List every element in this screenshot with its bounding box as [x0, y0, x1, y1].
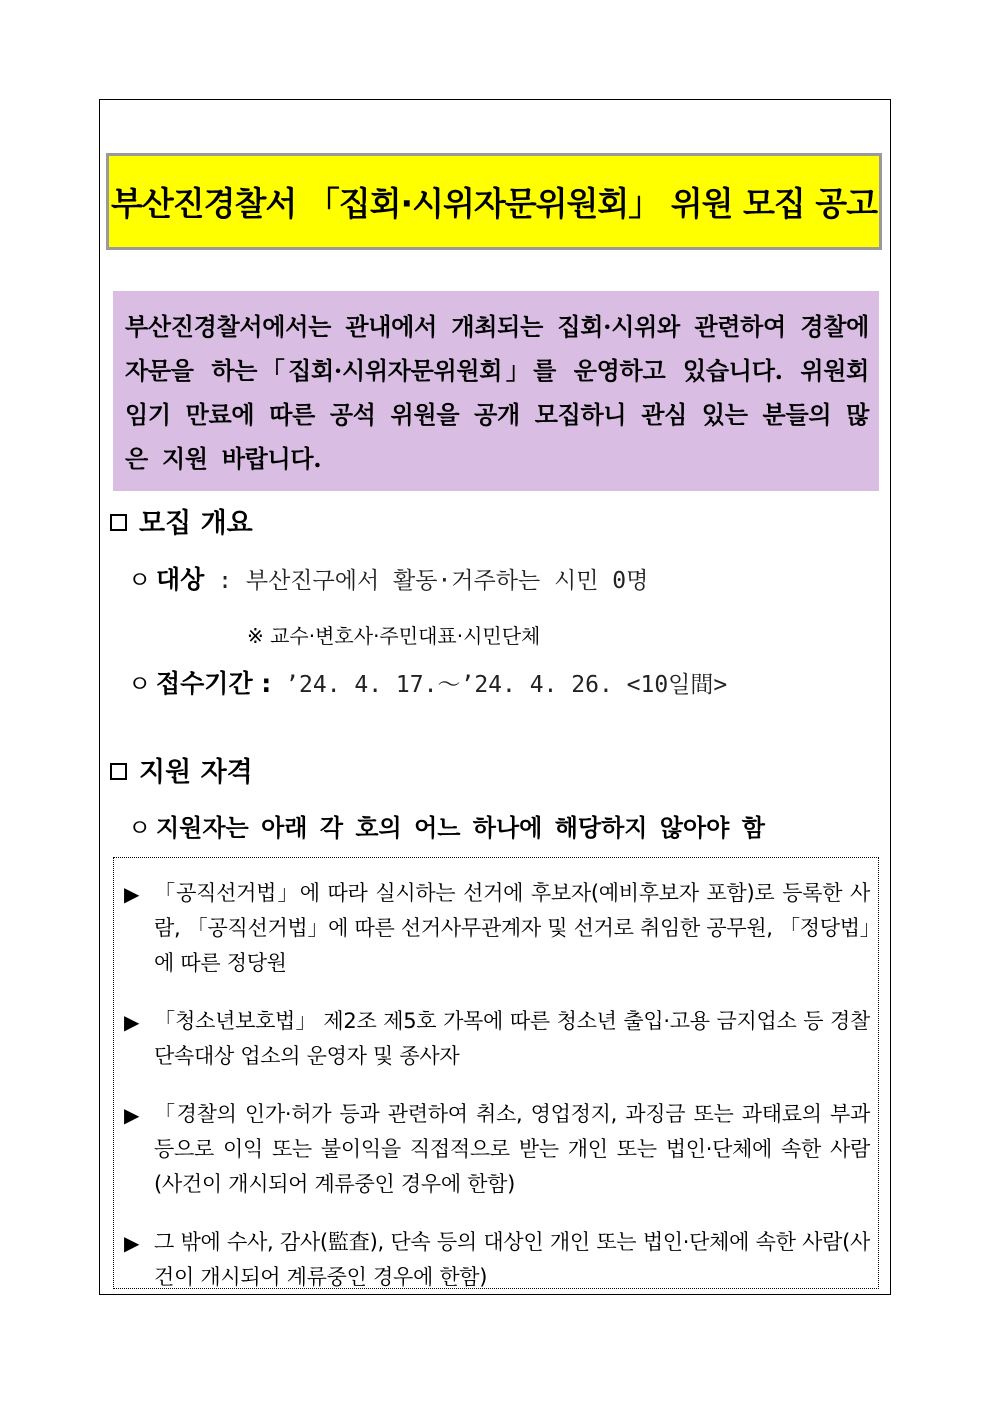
intro-box [113, 291, 879, 491]
section-heading-label: 모집 개요 [139, 508, 253, 539]
triangle-bullet-icon: ▶ [124, 1231, 140, 1255]
circle-bullet-icon: ㅇ [128, 814, 152, 842]
checkbox-square-icon [110, 514, 127, 531]
section-heading-overview [110, 501, 253, 540]
criteria-text: 「공직선거법」에 따라 실시하는 선거에 후보자(예비후보자 포함)로 등록한 사람, 「공직선거법」에 따른 선거사무관계자 및 선거로 취임한 공무원, 「정당법」에 따른 정당원 [154, 881, 870, 975]
target-item [128, 560, 648, 596]
section-heading-label: 지원 자격 [139, 757, 253, 788]
criteria-text: 「청소년보호법」 제2조 제5호 가목에 따른 청소년 출입·고용 금지업소 등 경찰 단속대상 업소의 운영자 및 종사자 [154, 1009, 870, 1068]
triangle-bullet-icon: ▶ [124, 1103, 140, 1127]
criteria-item [124, 1004, 870, 1074]
triangle-bullet-icon: ▶ [124, 1010, 140, 1034]
target-value: : 부산진구에서 활동·거주하는 시민 0명 [204, 568, 649, 594]
criteria-text: 그 밖에 수사, 감사(監査), 단속 등의 대상인 개인 또는 법인·단체에 속한 사람(사건이 개시되어 계류중인 경우에 한함) [154, 1230, 870, 1289]
target-label: 대상 [156, 565, 205, 594]
criteria-item [124, 1225, 870, 1295]
period-label: 접수기간 : [156, 669, 272, 698]
title-banner [106, 153, 882, 250]
criteria-item [124, 876, 870, 981]
period-value: ’24. 4. 17.～’24. 4. 26. <10일間> [271, 672, 728, 698]
circle-bullet-icon: ㅇ [128, 670, 152, 698]
criteria-text: 「경찰의 인가·허가 등과 관련하여 취소, 영업정지, 과징금 또는 과태료의 부과 등으로 이익 또는 불이익을 직접적으로 받는 개인 또는 법인·단체에 속한 사람(사건이 개시되어 계류중인 경우에 한함) [154, 1102, 870, 1196]
period-item [128, 664, 727, 700]
intro-text: 부산진경찰서에서는 관내에서 개최되는 집회·시위와 관련하여 경찰에 자문을 하는「집회·시위자문위원회」를 운영하고 있습니다. 위원회 임기 만료에 따른 공석 위원을 공개 모집하니 관심 있는 분들의 많은 지원 바랍니다. [125, 312, 869, 473]
condition-text: 지원자는 아래 각 호의 어느 하나에 해당하지 않아야 함 [156, 813, 765, 842]
section-heading-qualification [110, 750, 253, 789]
triangle-bullet-icon: ▶ [124, 882, 140, 906]
target-note: ※ 교수·변호사·주민대표·시민단체 [247, 624, 541, 648]
criteria-box [113, 857, 879, 1289]
circle-bullet-icon: ㅇ [128, 566, 152, 594]
page-title: 부산진경찰서 「집회·시위자문위원회」 위원 모집 공고 [111, 184, 877, 223]
checkbox-square-icon [110, 763, 127, 780]
criteria-item [124, 1097, 870, 1202]
condition-item [128, 808, 765, 843]
